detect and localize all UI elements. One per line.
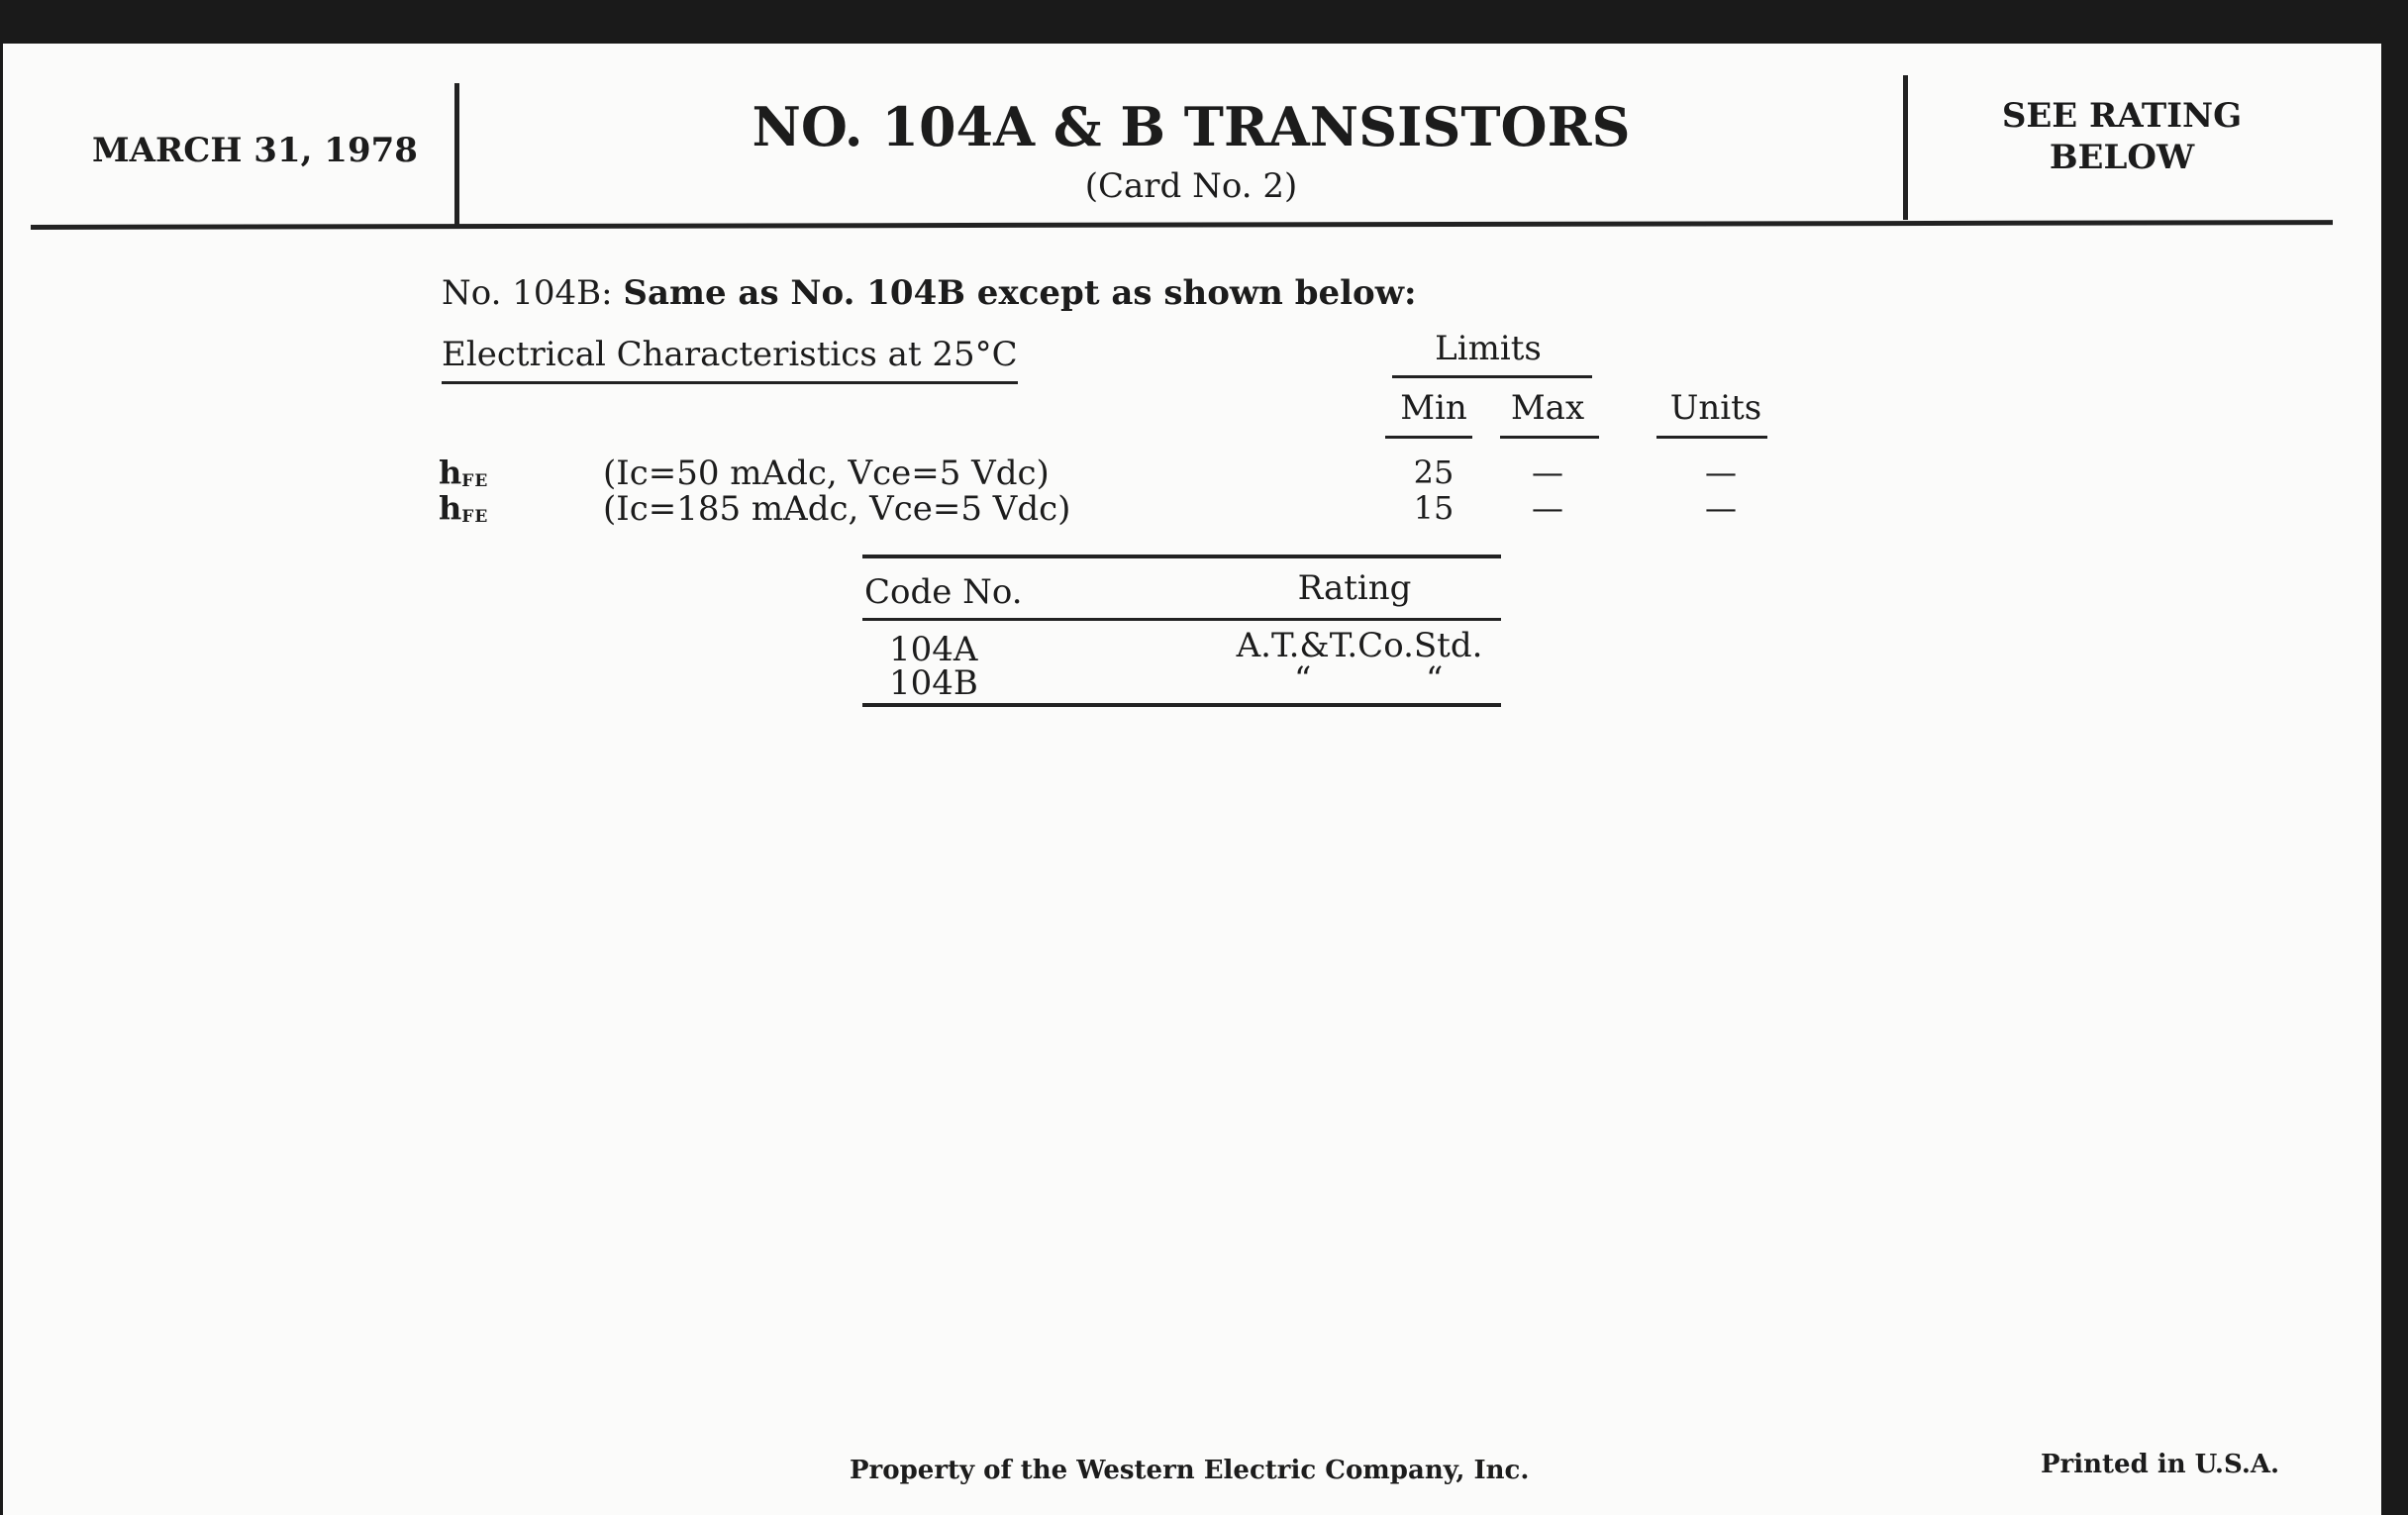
rating-table-top-rule [862, 555, 1501, 558]
card-date: MARCH 31, 1978 [92, 131, 418, 170]
rating-row-2-code: 104B [889, 663, 978, 703]
rating-col-rating: Rating [1297, 568, 1412, 608]
spec-card [3, 44, 2381, 1515]
row-2-condition: (Ic=185 mAdc, Vce=5 Vdc) [603, 489, 1071, 529]
rating-row-1-code: 104A [889, 630, 978, 669]
card-title: NO. 104A & B TRANSISTORS [752, 95, 1631, 158]
rating-note-line-1: SEE RATING [2001, 96, 2243, 136]
intro-text: Same as No. 104B except as shown below: [623, 273, 1417, 313]
row-1-units: — [1705, 454, 1737, 491]
rating-row-1-rating: A.T.&T.Co.Std. [1236, 626, 1483, 665]
row-2-symbol: hFE [439, 489, 489, 527]
column-min: Min [1400, 388, 1467, 428]
characteristics-heading-underline [442, 381, 1018, 384]
header-divider-left [454, 83, 459, 228]
row-2-min: 15 [1413, 489, 1455, 527]
row-2-symbol-subscript: FE [461, 507, 489, 527]
row-1-symbol-subscript: FE [461, 471, 489, 491]
limits-heading: Limits [1435, 329, 1542, 368]
row-1-min: 25 [1413, 454, 1455, 491]
intro-statement [442, 273, 1417, 313]
rating-col-code: Code No. [864, 572, 1023, 612]
card-subtitle: (Card No. 2) [1084, 166, 1298, 206]
limits-underline [1392, 375, 1592, 378]
footer-printed: Printed in U.S.A. [2041, 1450, 2280, 1479]
column-units-underline [1656, 436, 1767, 439]
column-min-underline [1385, 436, 1472, 439]
row-2-units: — [1705, 489, 1737, 527]
footer-property: Property of the Western Electric Company, Inc. [850, 1456, 1530, 1485]
rating-row-2-ditto-1: “ [1294, 659, 1312, 699]
row-1-symbol: hFE [439, 454, 489, 491]
rating-row-2-ditto-2: “ [1426, 659, 1444, 699]
column-units: Units [1669, 388, 1762, 428]
rating-note [1944, 95, 2300, 178]
header-rule [31, 220, 2333, 230]
row-2-max: — [1532, 489, 1563, 527]
characteristics-heading: Electrical Characteristics at 25°C [442, 335, 1018, 374]
header-divider-right [1903, 75, 1908, 220]
column-max: Max [1510, 388, 1585, 428]
column-max-underline [1500, 436, 1599, 439]
rating-table-bottom-rule [862, 703, 1501, 707]
row-1-condition: (Ic=50 mAdc, Vce=5 Vdc) [603, 454, 1050, 493]
rating-note-line-2: BELOW [2049, 138, 2195, 177]
intro-prefix: No. 104B: [442, 273, 613, 313]
row-1-max: — [1532, 454, 1563, 491]
rating-table-header-rule [862, 618, 1501, 621]
